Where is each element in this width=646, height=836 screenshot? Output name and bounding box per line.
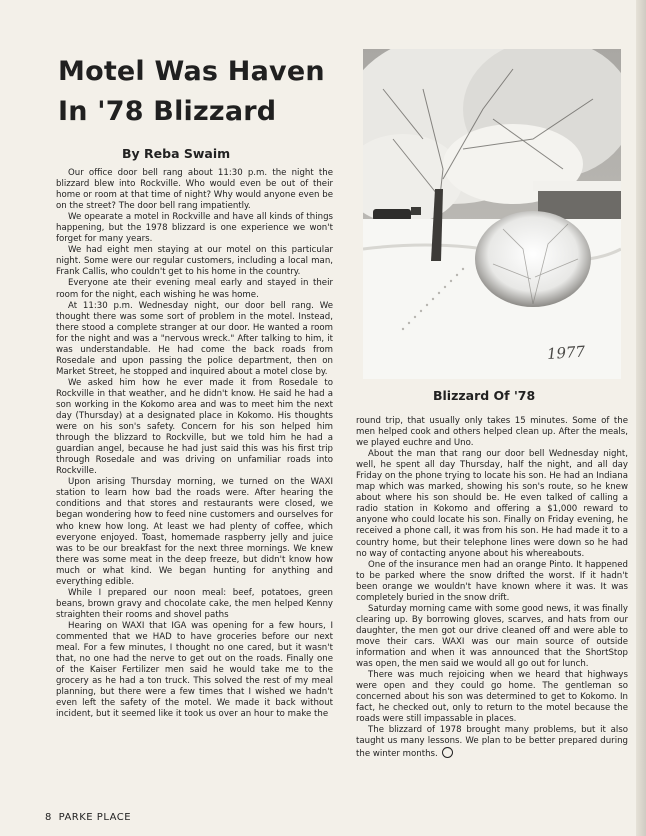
article-paragraph: One of the insurance men had an orange Pinto. It happened to be parked where the snow drifted the worst. If it hadn't been orange we wouldn't have known where it was. It was completely buried in the snow drift. <box>356 559 628 603</box>
article-paragraph: Saturday morning came with some good news, it was finally clearing up. By borrowing gloves, scarves, and hats from our daughter, the men got our drive cleaned off and were able to move their cars. WAXI was our main source of outside information and when it was announced that the ShortStop was open, the men said we would all go out for lunch. <box>356 603 628 670</box>
article-paragraph: Hearing on WAXI that IGA was opening for a few hours, I commented that we HAD to have groceries before our next meal. For a few minutes, I thought no one cared, but it wasn't that, no one had the nerve to get out on the roads. Finally one of the Kaiser Fertilizer men said he would take me to the grocery as he had a ton truck. This solved the rest of my meal planning, but there were a few times that I wished we hadn't even left the safety of the motel. We made it back without incident, but it seemed like it took us over an hour to make the <box>56 620 333 720</box>
page-number: 8 <box>45 812 52 823</box>
photo-caption: Blizzard Of '78 <box>433 388 536 403</box>
end-of-article-mark <box>442 747 453 758</box>
article-title: Motel Was Haven In '78 Blizzard <box>58 56 325 127</box>
photo-handwritten-year: 1977 <box>546 342 586 364</box>
article-paragraph: The blizzard of 1978 brought many problems, but it also taught us many lessons. We plan to be better prepared during the winter months. <box>356 725 628 760</box>
publication-name: PARKE PLACE <box>58 812 132 823</box>
article-left-column <box>56 168 333 720</box>
article-paragraph: We opearate a motel in Rockville and have all kinds of things happening, but the 1978 blizzard is one experience we won't forget for many years. <box>56 212 333 245</box>
article-byline: By Reba Swaim <box>122 146 231 161</box>
article-right-column <box>356 416 628 760</box>
page-edge <box>636 0 646 836</box>
article-paragraph: Our office door bell rang about 11:30 p.m. the night the blizzard blew into Rockville. Who would even be out of their home or room at that time of night? Why would anyone even be on the street? The door bell rang impatiently. <box>56 168 333 212</box>
article-paragraph: We had eight men staying at our motel on this particular night. Some were our regular customers, including a local man, Frank Callis, who couldn't get to his home in the country. <box>56 245 333 278</box>
article-paragraph: Upon arising Thursday morning, we turned on the WAXI station to learn how bad the roads were. After hearing the conditions and that stores and restaurants were closed, we began wondering how to feed nine customers and ourselves for who knew how long. At least we had plenty of coffee, which everyone enjoyed. Toast, homemade raspberry jelly and juice was to be our breakfast for the next three mornings. We knew there was some meat in the deep freeze, but didn't know how much or what kind. We began hunting for anything and everything edible. <box>56 477 333 587</box>
article-paragraph: About the man that rang our door bell Wednesday night, well, he spent all day Thursday, half the night, and all day Friday on the phone trying to locate his son. He had an Indiana map which was marked, showing his son's route, so he knew about where his son should be. He even talked of calling a radio station in Kokomo and offering a $1,000 reward to anyone who could locate his son. Finally on Friday evening, he received a phone call, it was from his son. He had made it to a country home, but their telephone lines were down so he had no way of contacting anyone about his whereabouts. <box>356 449 628 559</box>
article-paragraph: While I prepared our noon meal: beef, potatoes, green beans, brown gravy and chocolate cake, the men helped Kenny straighten their rooms and shovel paths <box>56 587 333 620</box>
page-footer <box>45 812 131 823</box>
article-paragraph: Everyone ate their evening meal early and stayed in their room for the night, each wishing he was home. <box>56 278 333 300</box>
article-paragraph: We asked him how he ever made it from Rosedale to Rockville in that weather, and he didn't know. He said he had a son working in the Kokomo area and was to meet him the next day (Thursday) at a designated place in Kokomo. His thoughts were on his son's safety. Concern for his son helped him through the blizzard to Rockville, but we told him he had a guardian angel, because he had just said this was his first trip through Rosedale and was driving on unfamiliar roads into Rockville. <box>56 377 333 477</box>
article-paragraph: There was much rejoicing when we heard that highways were open and they could go home. The gentleman so concerned about his son was determined to get to Kokomo. In fact, he checked out, only to return to the motel because the roads were still impassable in places. <box>356 670 628 725</box>
article-paragraph: At 11:30 p.m. Wednesday night, our door bell rang. We thought there was some sort of problem in the motel. Instead, there stood a complete stranger at our door. He wanted a room for the night and was a "nervous wreck." After talking to him, it was understandable. He had come the back roads from Rosedale and upon passing the police department, then on Market Street, he stopped and inquired about a motel close by. <box>56 300 333 377</box>
blizzard-photo <box>363 49 621 379</box>
article-paragraph: round trip, that usually only takes 15 minutes. Some of the men helped cook and others helped clean up. After the meals, we played euchre and Uno. <box>356 416 628 449</box>
